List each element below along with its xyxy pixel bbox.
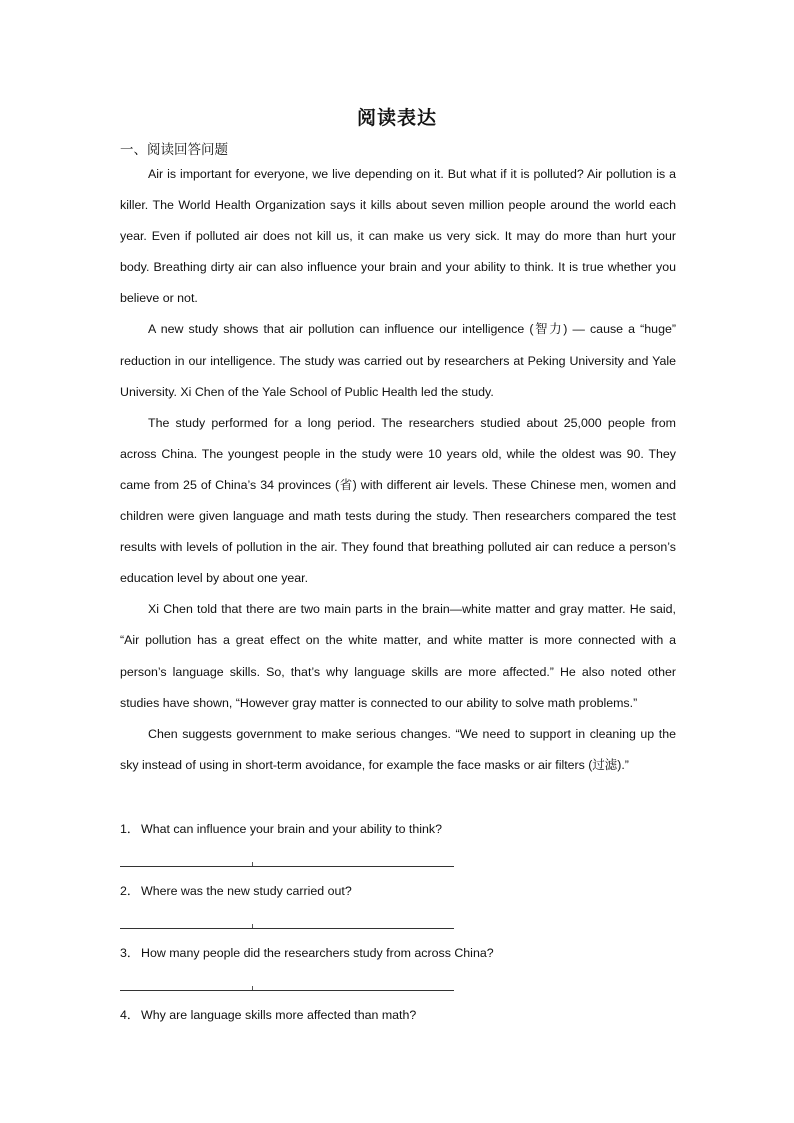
question-list	[120, 814, 676, 1031]
page-title: 阅读表达	[356, 107, 437, 129]
question-2	[120, 876, 676, 907]
answer-line-3[interactable]	[120, 969, 454, 1000]
question-number: 1．	[120, 822, 140, 836]
paragraph: The study performed for a long period. The researchers studied about 25,000 people from across China. The youngest people in the study were 10 years old, while the oldest was 90. They came from 25 of China’s 34 provinces (省) with different air levels. These Chinese men, women and children were given language and math tests during the study. Then researchers compared the test results with levels of pollution in the air. They found that breathing polluted air can reduce a person’s education level by about one year.	[120, 415, 676, 586]
paragraph: A new study shows that air pollution can influence our intelligence (智力) — cause a “huge” reduction in our intelligence. The study was carried out by researchers at Peking University and Yale University. Xi Chen of the Yale School of Public Health led the study.	[120, 322, 676, 399]
answer-underline	[120, 990, 253, 991]
answer-underline	[253, 990, 454, 991]
answer-line-2[interactable]	[120, 907, 454, 938]
passage	[120, 159, 676, 781]
question-number: 3．	[120, 946, 140, 960]
question-1	[120, 814, 676, 845]
answer-underline	[120, 866, 253, 867]
question-text: How many people did the researchers study from across China?	[141, 946, 494, 960]
answer-underline	[253, 928, 454, 929]
question-text: What can influence your brain and your ability to think?	[141, 822, 442, 836]
paragraph: Xi Chen told that there are two main parts in the brain—white matter and gray matter. He said, “Air pollution has a great effect on the white matter, and white matter is more connected with a person’s language skills. So, that’s why language skills are more affected.” He also noted other studies have shown, “However gray matter is connected to our ability to solve math problems.”	[120, 602, 676, 710]
paragraph: Air is important for everyone, we live depending on it. But what if it is polluted? Air pollution is a killer. The World Health Organization says it kills about seven million people around the world each year. Even if polluted air does not kill us, it can make us very sick. It may do more than hurt your body. Breathing dirty air can also influence your brain and your ability to think. It is true whether you believe or not.	[120, 167, 676, 306]
question-text: Why are language skills more affected than math?	[141, 1008, 417, 1022]
paragraph: Chen suggests government to make serious changes. “We need to support in cleaning up the sky instead of using in short-term avoidance, for example the face masks or air filters (过滤).”	[120, 726, 676, 772]
question-4	[120, 1000, 676, 1031]
answer-line-1[interactable]	[120, 845, 454, 876]
question-text: Where was the new study carried out?	[141, 884, 352, 898]
question-number: 4．	[120, 1008, 140, 1022]
section-heading: 一、阅读回答问题	[120, 142, 228, 158]
answer-underline	[253, 866, 454, 867]
question-number: 2．	[120, 884, 140, 898]
answer-underline	[120, 928, 253, 929]
question-3	[120, 938, 676, 969]
